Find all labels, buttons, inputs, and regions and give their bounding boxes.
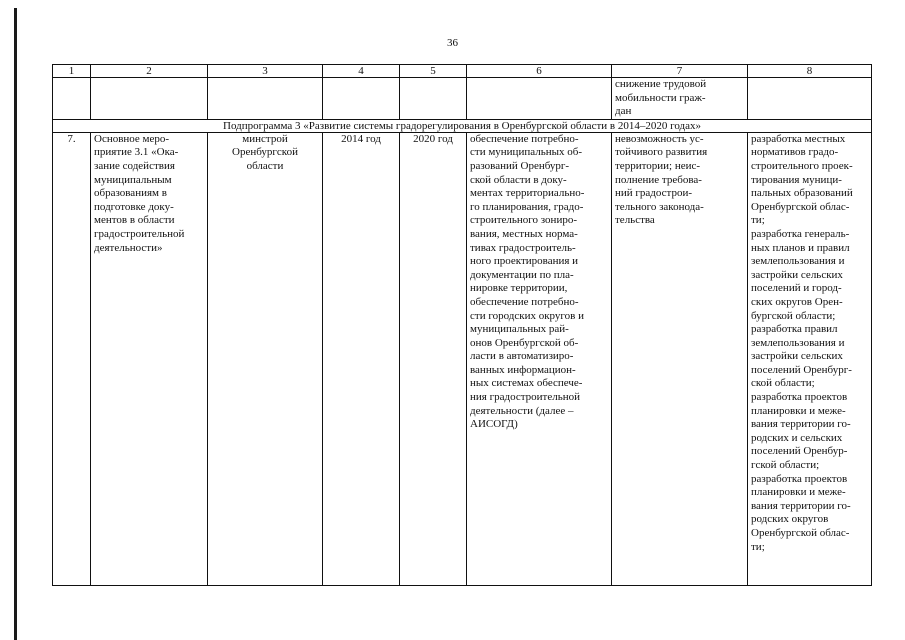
column-number-cell: 4	[323, 65, 400, 78]
table-cell	[91, 78, 208, 120]
table-cell	[467, 78, 612, 120]
column-number-cell: 2	[91, 65, 208, 78]
measure-name-cell: Основное меро- приятие 3.1 «Ока- зание содействия муниципальным образованиям в подготовке доку- ментов в области градостроительной деятельности»	[91, 132, 208, 585]
subprogram-title: Подпрограмма 3 «Развитие системы градорегулирования в Оренбургской области в 2014–2020 годах»	[53, 119, 872, 132]
column-number-row	[53, 65, 872, 78]
consequences-cell: невозможность ус- тойчивого развития территории; неис- полнение требова- ний градострои- тельного законода- тельства	[612, 132, 748, 585]
start-year-cell: 2014 год	[323, 132, 400, 585]
page-number: 36	[447, 37, 458, 49]
indicators-cell: разработка местных нормативов градо- строительного проек- тирования муници- пальных образований Оренбургской облас- ти; разработка генераль- ных планов и правил землепользования и застройки сельских поселений и город- ских округов Орен- бургской области; разработка правил землепользования и застройки сельских поселений Оренбург- ской области; разработка проектов планировки и меже- вания территории го- родских и сельских поселений Оренбур- гской области; разработка проектов планировки и меже- вания территории го- родских округов Оренбургской облас- ти;	[748, 132, 872, 585]
expected-result-cell: обеспечение потребно- сти муниципальных об- разований Оренбург- ской области в доку- ментах территориально- го планирования, градо- строительного зониро- вания, местных норма- тивах градостроитель- ного проектирования и документации по пла- нировке территории, обеспечение потребно- сти городских округов и муниципальных рай- онов Оренбургской об- ласти в автоматизиро- ванных информацион- ных системах обеспече- ния градостроительной деятельности (далее – АИСОГД)	[467, 132, 612, 585]
column-number-cell: 3	[208, 65, 323, 78]
table-cell	[53, 78, 91, 120]
executor-cell: минстрой Оренбургской области	[208, 132, 323, 585]
subprogram-row	[53, 119, 872, 132]
continuation-row	[53, 78, 872, 120]
table-cell	[323, 78, 400, 120]
table-cell	[400, 78, 467, 120]
column-number-cell: 5	[400, 65, 467, 78]
table-row	[53, 132, 872, 585]
column-number-cell: 7	[612, 65, 748, 78]
program-table	[52, 64, 872, 586]
end-year-cell: 2020 год	[400, 132, 467, 585]
consequences-continuation-cell: снижение трудовой мобильности граж- дан	[612, 78, 748, 120]
row-number-cell: 7.	[53, 132, 91, 585]
table-cell	[208, 78, 323, 120]
column-number-cell: 1	[53, 65, 91, 78]
column-number-cell: 6	[467, 65, 612, 78]
column-number-cell: 8	[748, 65, 872, 78]
page-binding-edge	[14, 8, 17, 640]
table-cell	[748, 78, 872, 120]
